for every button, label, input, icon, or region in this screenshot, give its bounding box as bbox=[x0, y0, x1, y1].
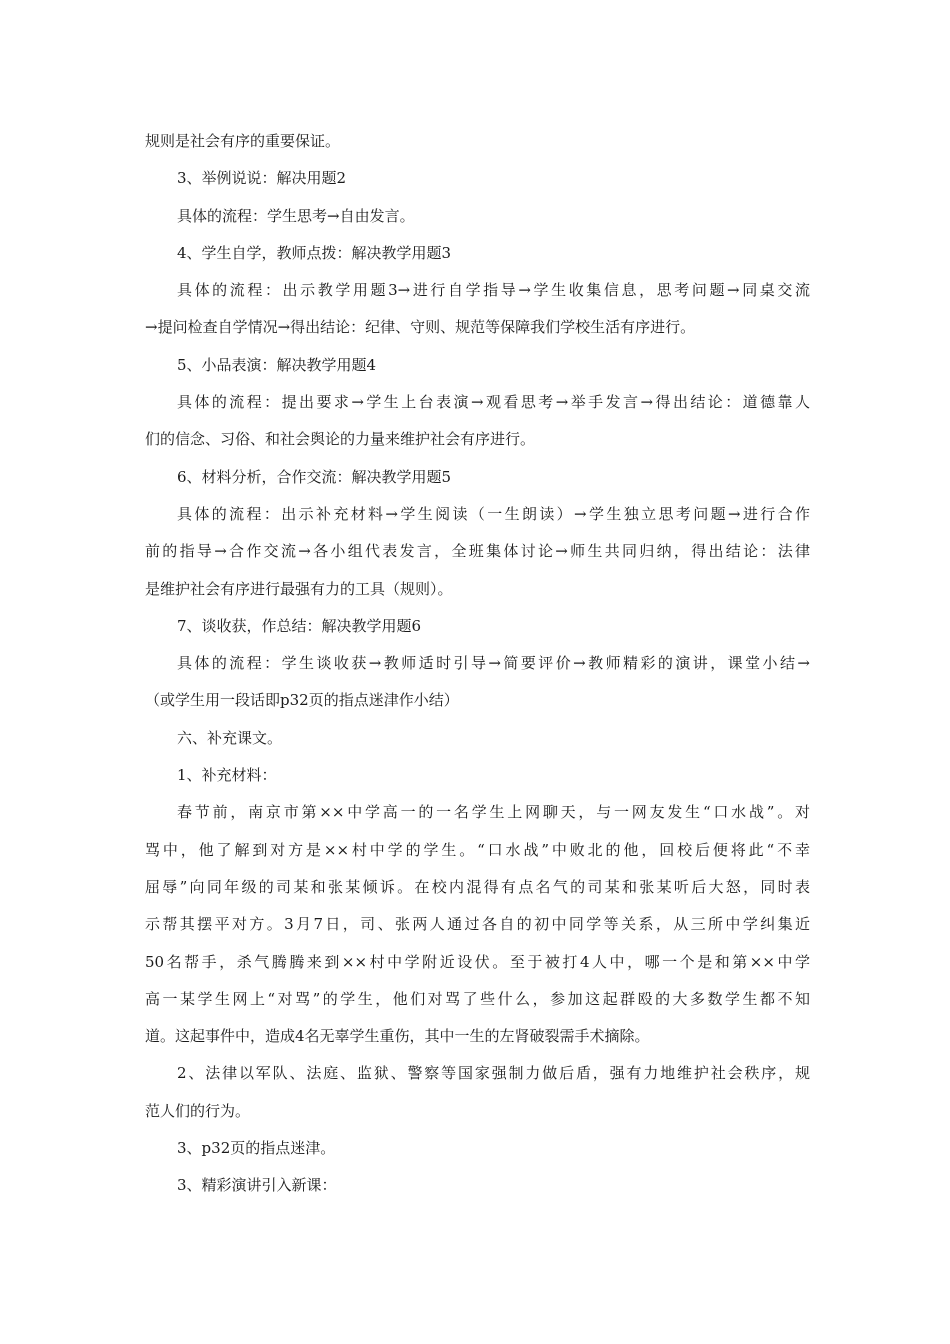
section-heading: 3、举例说说：解决用题2 bbox=[177, 169, 347, 188]
paragraph-line: 2、法律以军队、法庭、监狱、警察等国家强制力做后盾，强有力地维护社会秩序，规 bbox=[177, 1064, 810, 1083]
paragraph-line: 春节前，南京市第××中学高一的一名学生上网聊天，与一网友发生“口水战”。对 bbox=[177, 803, 810, 822]
paragraph-line: 道。这起事件中，造成4名无辜学生重伤，其中一生的左肾破裂需手术摘除。 bbox=[145, 1027, 650, 1046]
paragraph-line: 屈辱”向同年级的司某和张某倾诉。在校内混得有点名气的司某和张某听后大怒，同时表 bbox=[145, 877, 810, 896]
paragraph-line: 具体的流程：提出要求→学生上台表演→观看思考→举手发言→得出结论：道德靠人 bbox=[177, 393, 810, 412]
section-heading: 3、精彩演讲引入新课： bbox=[177, 1176, 337, 1195]
section-heading: 1、补充材料： bbox=[177, 766, 277, 785]
section-heading: 6、材料分析，合作交流：解决教学用题5 bbox=[177, 467, 452, 486]
paragraph-line: 50名帮手，杀气腾腾来到××村中学附近设伏。至于被打4人中，哪一个是和第××中学 bbox=[145, 952, 810, 971]
paragraph-line: 前的指导→合作交流→各小组代表发言，全班集体讨论→师生共同归纳，得出结论：法律 bbox=[145, 542, 810, 561]
paragraph-line: 具体的流程：学生思考→自由发言。 bbox=[177, 206, 415, 225]
paragraph-line: 高一某学生网上“对骂”的学生，他们对骂了些什么，参加这起群殴的大多数学生都不知 bbox=[145, 989, 810, 1008]
section-heading: 4、学生自学，教师点拨：解决教学用题3 bbox=[177, 243, 452, 262]
section-heading: 5、小品表演：解决教学用题4 bbox=[177, 355, 377, 374]
section-heading: 3、p32页的指点迷津。 bbox=[177, 1139, 336, 1158]
section-heading: 六、补充课文。 bbox=[177, 728, 283, 747]
paragraph-line: （或学生用一段话即p32页的指点迷津作小结） bbox=[145, 691, 459, 710]
paragraph-line: 是维护社会有序进行最强有力的工具（规则）。 bbox=[145, 579, 453, 598]
paragraph-line: 们的信念、习俗、和社会舆论的力量来维护社会有序进行。 bbox=[145, 430, 536, 449]
paragraph-line: 范人们的行为。 bbox=[145, 1101, 251, 1120]
section-heading: 7、谈收获，作总结：解决教学用题6 bbox=[177, 616, 422, 635]
paragraph-line: 规则是社会有序的重要保证。 bbox=[145, 132, 341, 150]
paragraph-line: 示帮其摆平对方。3月7日，司、张两人通过各自的初中同学等关系，从三所中学纠集近 bbox=[145, 915, 810, 934]
paragraph-line: 骂中，他了解到对方是××村中学的学生。“口水战”中败北的他，回校后便将此“不幸 bbox=[145, 840, 810, 859]
paragraph-line: 具体的流程：学生谈收获→教师适时引导→简要评价→教师精彩的演讲，课堂小结→ bbox=[177, 654, 810, 673]
paragraph-line: 具体的流程：出示教学用题3→进行自学指导→学生收集信息，思考问题→同桌交流 bbox=[177, 281, 810, 300]
document-body bbox=[145, 123, 810, 1205]
paragraph-line: →提问检查自学情况→得出结论：纪律、守则、规范等保障我们学校生活有序进行。 bbox=[145, 318, 696, 337]
paragraph-line: 具体的流程：出示补充材料→学生阅读（一生朗读）→学生独立思考问题→进行合作 bbox=[177, 504, 810, 523]
